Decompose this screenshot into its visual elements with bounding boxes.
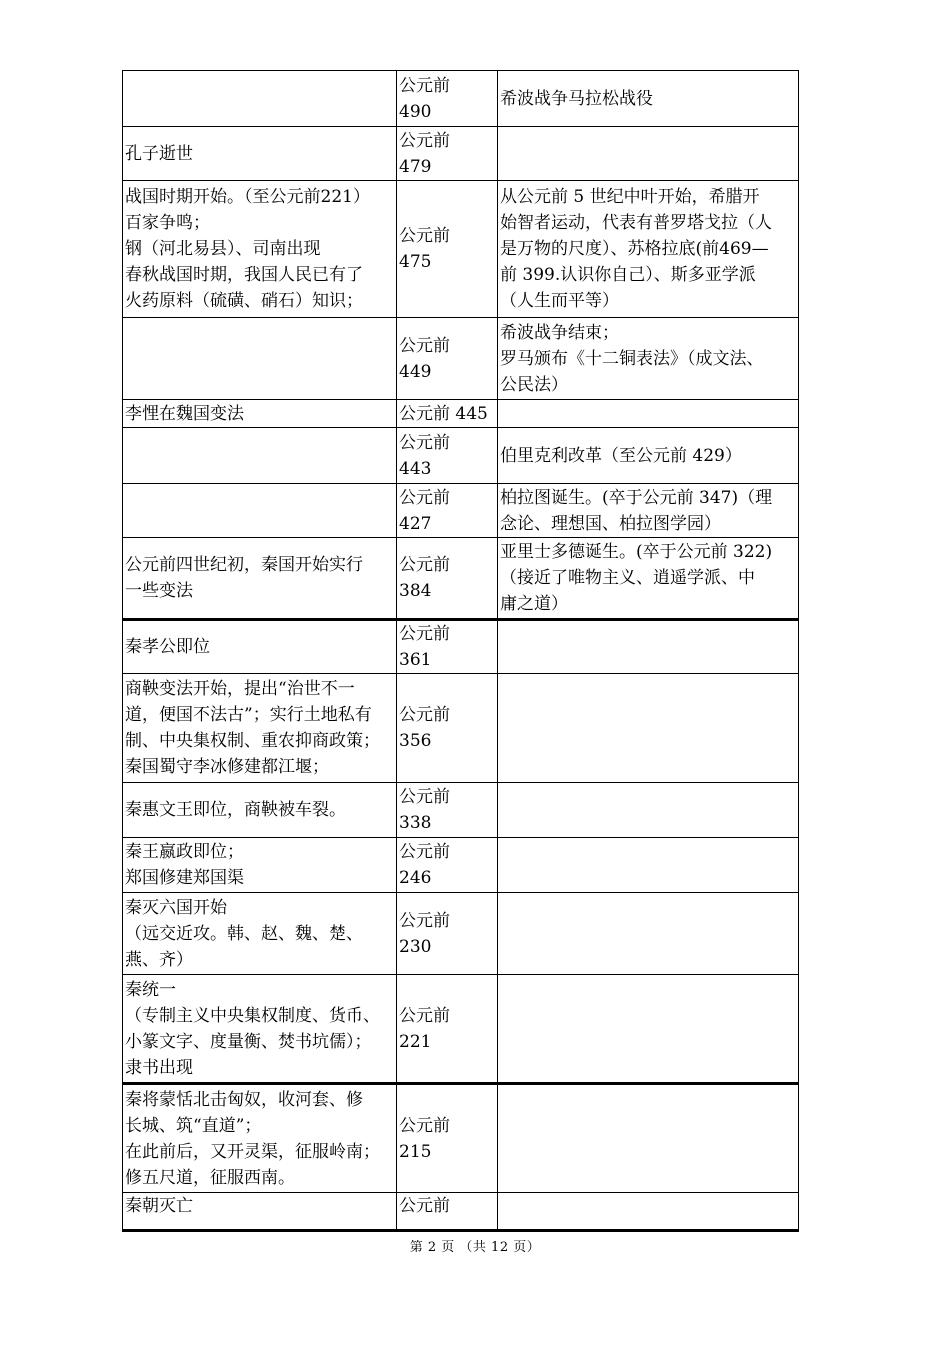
cell-text-line: 427: [399, 513, 432, 534]
table-row: [123, 181, 799, 318]
world-event-cell: [498, 484, 799, 538]
date-cell: [397, 538, 498, 620]
cell-text-line: 罗马颁布《十二铜表法》（成文法、: [500, 348, 764, 369]
world-event-cell: [498, 1084, 799, 1193]
cell-text-line: 公元前: [399, 1115, 450, 1136]
cell-text-line: 公元前: [399, 226, 450, 246]
cell-text-line: （人生而平等）: [500, 291, 619, 311]
date-cell: [397, 620, 498, 674]
cell-text-line: 361: [399, 650, 432, 670]
table-row: [123, 1193, 799, 1231]
china-event-cell: [123, 181, 397, 318]
cell-text-line: 公元前: [399, 705, 450, 725]
cell-text-line: 秦王嬴政即位；: [125, 842, 244, 862]
table-row: [123, 400, 799, 428]
world-event-cell: [498, 620, 799, 674]
cell-text-line: 始智者运动，代表有普罗塔戈拉（人: [500, 213, 772, 233]
cell-text-line: 公元前: [399, 624, 450, 644]
date-cell: [397, 127, 498, 181]
china-event-cell: [123, 428, 397, 484]
china-event-cell: [123, 1084, 397, 1193]
cell-text-line: 隶书出现: [125, 1057, 193, 1078]
china-event-cell: [123, 975, 397, 1084]
timeline-body: [123, 71, 799, 1231]
date-cell: [397, 318, 498, 400]
cell-text-line: 商鞅变法开始，提出“治世不一: [125, 679, 355, 699]
world-event-cell: [498, 71, 799, 127]
cell-text-line: 修五尺道，征服西南。: [125, 1167, 295, 1188]
cell-text-line: 公元前: [399, 335, 450, 356]
cell-text-line: 230: [399, 936, 432, 957]
china-event-cell: [123, 783, 397, 838]
cell-text-line: 秦朝灭亡: [125, 1196, 193, 1216]
cell-text-line: （远交近攻。韩、赵、魏、楚、: [125, 923, 363, 944]
china-event-cell: [123, 674, 397, 783]
cell-text-line: 秦统一: [125, 979, 176, 1000]
world-event-cell: [498, 783, 799, 838]
china-event-cell: [123, 1193, 397, 1231]
cell-text-line: 384: [399, 581, 432, 601]
cell-text-line: 是万物的尺度）、苏格拉底(前469—: [500, 239, 769, 259]
cell-text-line: 221: [399, 1031, 432, 1052]
cell-text-line: 柏拉图诞生。(卒于公元前 347)（理: [500, 487, 773, 508]
table-row: [123, 674, 799, 783]
table-row: [123, 783, 799, 838]
world-event-cell: [498, 674, 799, 783]
cell-text-line: 李悝在魏国变法: [125, 403, 244, 424]
cell-text-line: 475: [399, 252, 432, 272]
table-row: [123, 538, 799, 620]
cell-text-line: 公元前: [399, 910, 450, 931]
world-event-cell: [498, 400, 799, 428]
date-cell: [397, 428, 498, 484]
cell-text-line: 公元前: [399, 842, 450, 862]
cell-text-line: 公元前: [399, 1196, 450, 1216]
cell-text-line: 伯里克利改革（至公元前 429）: [500, 445, 742, 466]
cell-text-line: 百家争鸣；: [125, 213, 210, 233]
table-row: [123, 484, 799, 538]
cell-text-line: 郑国修建郑国渠: [125, 868, 244, 888]
table-row: [123, 318, 799, 400]
world-event-cell: [498, 318, 799, 400]
date-cell: [397, 1084, 498, 1193]
china-event-cell: [123, 400, 397, 428]
table-row: [123, 428, 799, 484]
cell-text-line: 246: [399, 868, 432, 888]
cell-text-line: 一些变法: [125, 581, 193, 601]
cell-text-line: 秦将蒙恬北击匈奴，收河套、修: [125, 1089, 363, 1110]
china-event-cell: [123, 127, 397, 181]
cell-text-line: 火药原料（硫磺、硝石）知识；: [125, 291, 363, 311]
cell-text-line: 念论、理想国、柏拉图学园）: [500, 513, 721, 534]
page-footer: 第 2 页 （共 12 页）: [409, 1240, 541, 1255]
cell-text-line: 钢（河北易县）、司南出现: [125, 239, 321, 259]
world-event-cell: [498, 1193, 799, 1231]
cell-text-line: 449: [399, 361, 432, 382]
cell-text-line: （专制主义中央集权制度、货币、: [125, 1005, 380, 1026]
cell-text-line: 在此前后，又开灵渠，征服岭南；: [125, 1141, 380, 1162]
cell-text-line: 479: [399, 156, 432, 177]
cell-text-line: 小篆文字、度量衡、焚书坑儒）；: [125, 1031, 372, 1052]
china-event-cell: [123, 71, 397, 127]
cell-text-line: 战国时期开始。（至公元前221）: [125, 187, 370, 207]
cell-text-line: 215: [399, 1141, 432, 1162]
cell-text-line: 春秋战国时期，我国人民已有了: [125, 265, 363, 285]
cell-text-line: 长城、筑“直道”；: [125, 1115, 262, 1136]
cell-text-line: 孔子逝世: [125, 143, 193, 164]
date-cell: [397, 1193, 498, 1231]
cell-text-line: 秦孝公即位: [125, 637, 210, 657]
world-event-cell: [498, 181, 799, 318]
cell-text-line: 从公元前 5 世纪中叶开始，希腊开: [500, 187, 760, 207]
china-event-cell: [123, 484, 397, 538]
cell-text-line: 490: [399, 101, 432, 122]
cell-text-line: 公元前: [399, 1005, 450, 1026]
date-cell: [397, 674, 498, 783]
cell-text-line: 道，便国不法古”；实行土地私有: [125, 705, 372, 725]
cell-text-line: 燕、齐）: [125, 949, 193, 970]
cell-text-line: 公元前: [399, 487, 450, 508]
china-event-cell: [123, 620, 397, 674]
world-event-cell: [498, 538, 799, 620]
cell-text-line: 公元前: [399, 130, 450, 151]
cell-text-line: 公元前: [399, 75, 450, 96]
table-row: [123, 975, 799, 1084]
date-cell: [397, 975, 498, 1084]
cell-text-line: 公元前四世纪初，秦国开始实行: [125, 555, 363, 575]
cell-text-line: 公民法）: [500, 374, 568, 395]
china-event-cell: [123, 318, 397, 400]
cell-text-line: 制、中央集权制、重农抑商政策；: [125, 731, 380, 751]
china-event-cell: [123, 838, 397, 893]
table-row: [123, 620, 799, 674]
timeline-table: [122, 70, 799, 1232]
cell-text-line: 338: [399, 813, 432, 833]
table-row: [123, 71, 799, 127]
date-cell: [397, 783, 498, 838]
cell-text-line: 希波战争马拉松战役: [500, 88, 653, 109]
world-event-cell: [498, 127, 799, 181]
cell-text-line: 希波战争结束；: [500, 322, 619, 343]
date-cell: [397, 838, 498, 893]
cell-text-line: 443: [399, 458, 432, 479]
cell-text-line: 公元前: [399, 432, 450, 453]
world-event-cell: [498, 428, 799, 484]
date-cell: [397, 71, 498, 127]
table-row: [123, 893, 799, 975]
table-row: [123, 127, 799, 181]
date-cell: [397, 400, 498, 428]
china-event-cell: [123, 538, 397, 620]
date-cell: [397, 484, 498, 538]
world-event-cell: [498, 893, 799, 975]
cell-text-line: （接近了唯物主义、逍遥学派、中: [500, 568, 755, 588]
date-cell: [397, 893, 498, 975]
world-event-cell: [498, 838, 799, 893]
cell-text-line: 亚里士多德诞生。(卒于公元前 322): [500, 542, 773, 562]
cell-text-line: 庸之道）: [500, 594, 568, 614]
cell-text-line: 秦国蜀守李冰修建都江堰；: [125, 757, 329, 777]
cell-text-line: 秦灭六国开始: [125, 897, 227, 918]
table-row: [123, 838, 799, 893]
world-event-cell: [498, 975, 799, 1084]
cell-text-line: 公元前 445: [399, 403, 488, 424]
cell-text-line: 公元前: [399, 555, 450, 575]
date-cell: [397, 181, 498, 318]
cell-text-line: 356: [399, 731, 432, 751]
cell-text-line: 公元前: [399, 787, 450, 807]
china-event-cell: [123, 893, 397, 975]
table-row: [123, 1084, 799, 1193]
cell-text-line: 前 399.认识你自己）、斯多亚学派: [500, 265, 756, 285]
cell-text-line: 秦惠文王即位，商鞅被车裂。: [125, 800, 346, 820]
